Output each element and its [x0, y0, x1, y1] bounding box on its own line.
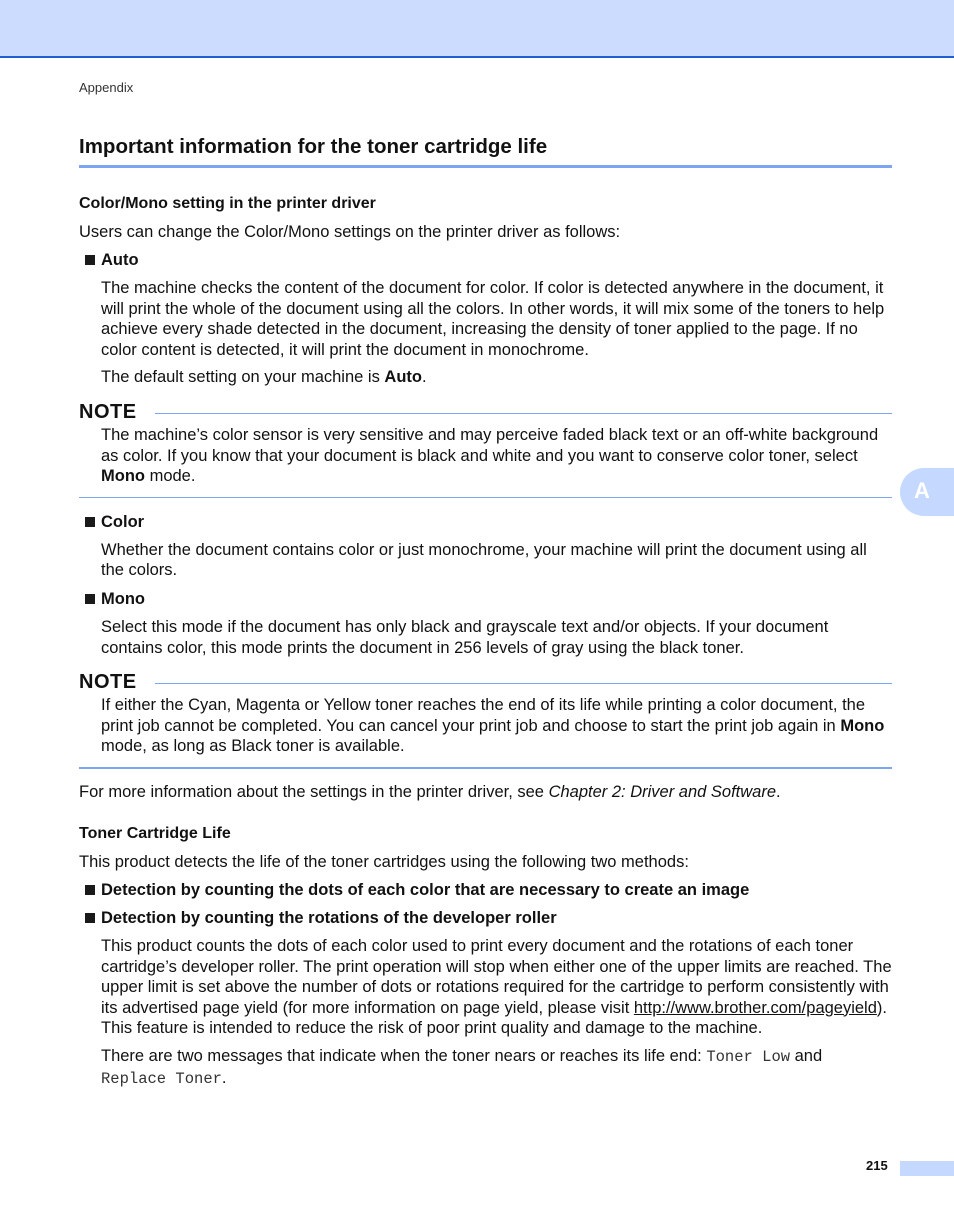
page-number: 215 [866, 1158, 888, 1173]
toner-life-description [101, 936, 892, 1038]
bullet-square-icon [85, 913, 95, 923]
bullet-color [79, 512, 892, 532]
bullet-label: Auto [101, 251, 139, 270]
auto-description: The machine checks the content of the document for color. If color is detected anywhere in the document, it will print the whole of the document using all the colors. In other words, it will mix some of the toners to help achieve every shade detected in the document, increasing the density of toner applied to the page. If no color content is detected, it will print the document in monochrome. [101, 279, 885, 359]
appendix-side-tab [900, 468, 954, 516]
bullet-dot-count [79, 880, 892, 900]
default-prefix: The default setting on your machine is [101, 368, 385, 387]
note-text [101, 695, 892, 756]
section-intro: Users can change the Color/Mono settings on the printer driver as follows: [79, 223, 621, 241]
bullet-square-icon [85, 517, 95, 527]
bullet-square-icon [85, 594, 95, 604]
messages-mid: and [790, 1047, 823, 1066]
chapter-reference: Chapter 2: Driver and Software [548, 782, 777, 801]
section-heading-toner-life: Toner Cartridge Life [79, 824, 231, 842]
bullet-mono [79, 589, 892, 609]
default-suffix: . [422, 368, 427, 387]
bullet-label: Color [101, 512, 145, 531]
note-suffix: mode, as long as Black toner is available. [101, 737, 405, 756]
messages-prefix: There are two messages that indicate when the toner nears or reaches its life end: [101, 1047, 707, 1066]
toner-body-suffix: ). This feature is intended to reduce the risk of poor print quality and damage to the machine. [101, 998, 887, 1037]
note-suffix: mode. [144, 467, 196, 486]
replace-toner-message: Replace Toner [101, 1069, 222, 1088]
bullet-square-icon [85, 255, 95, 265]
more-info [79, 782, 892, 802]
page-title: Important information for the toner cartridge life [79, 134, 892, 168]
header-band [0, 0, 954, 58]
toner-intro: This product detects the life of the toner cartridges using the following two methods: [79, 852, 689, 871]
section-heading-color-mono: Color/Mono setting in the printer driver [79, 195, 376, 212]
note-body: If either the Cyan, Magenta or Yellow toner reaches the end of its life while printing a color document, the print job cannot be completed. You can cancel your print job and choose to start the print job again in [101, 696, 866, 735]
note-box-1 [79, 401, 892, 497]
bullet-label: Mono [101, 590, 145, 609]
bullet-label: Detection by counting the rotations of the developer roller [101, 909, 557, 928]
note-title: NOTE [79, 670, 137, 693]
side-tab-letter: A [914, 478, 930, 503]
note-header [79, 671, 892, 693]
bullet-label: Detection by counting the dots of each color that are necessary to create an image [101, 881, 750, 900]
note-bold: Mono [101, 467, 145, 486]
note-box-2 [79, 671, 892, 768]
pageyield-link[interactable]: http://www.brother.com/pageyield [633, 998, 877, 1017]
toner-low-message: Toner Low [706, 1048, 791, 1067]
page-content [79, 134, 892, 1089]
default-value: Auto [384, 368, 422, 387]
note-end-rule [79, 767, 892, 769]
auto-default [101, 367, 892, 387]
page-number-bar [900, 1161, 954, 1176]
toner-messages [101, 1046, 892, 1089]
note-title: NOTE [79, 400, 137, 423]
note-rule [155, 413, 892, 414]
toner-body-prefix: This product counts the dots of each color used to print every document and the rotations of each toner cartridge’s developer roller. The print operation will stop when either one of the upper limits are reached. The upper limit is set above the number of dots or rotations required for the cartridge to perform consistently with its advertised page yield (for more information on page yield, please visit [101, 937, 892, 1017]
note-bold: Mono [840, 716, 885, 735]
note-end-rule [79, 497, 892, 498]
bullet-rotation-count [79, 908, 892, 928]
color-description: Whether the document contains color or just monochrome, your machine will print the document using all the colors. [101, 540, 867, 580]
messages-suffix: . [221, 1068, 227, 1087]
note-body: The machine’s color sensor is very sensitive and may perceive faded black text or an off-white background as color. If you know that your document is black and white and you want to conserve color toner, select [101, 426, 879, 465]
mono-description: Select this mode if the document has only black and grayscale text and/or objects. If your document contains color, this mode prints the document in 256 levels of gray using the black toner. [101, 618, 829, 657]
bullet-auto [79, 250, 892, 270]
running-header: Appendix [79, 80, 134, 95]
more-info-suffix: . [776, 782, 781, 801]
note-rule [155, 683, 892, 684]
note-text [101, 425, 892, 486]
note-header [79, 401, 892, 423]
bullet-square-icon [85, 885, 95, 895]
more-info-prefix: For more information about the settings in the printer driver, see [79, 782, 549, 801]
